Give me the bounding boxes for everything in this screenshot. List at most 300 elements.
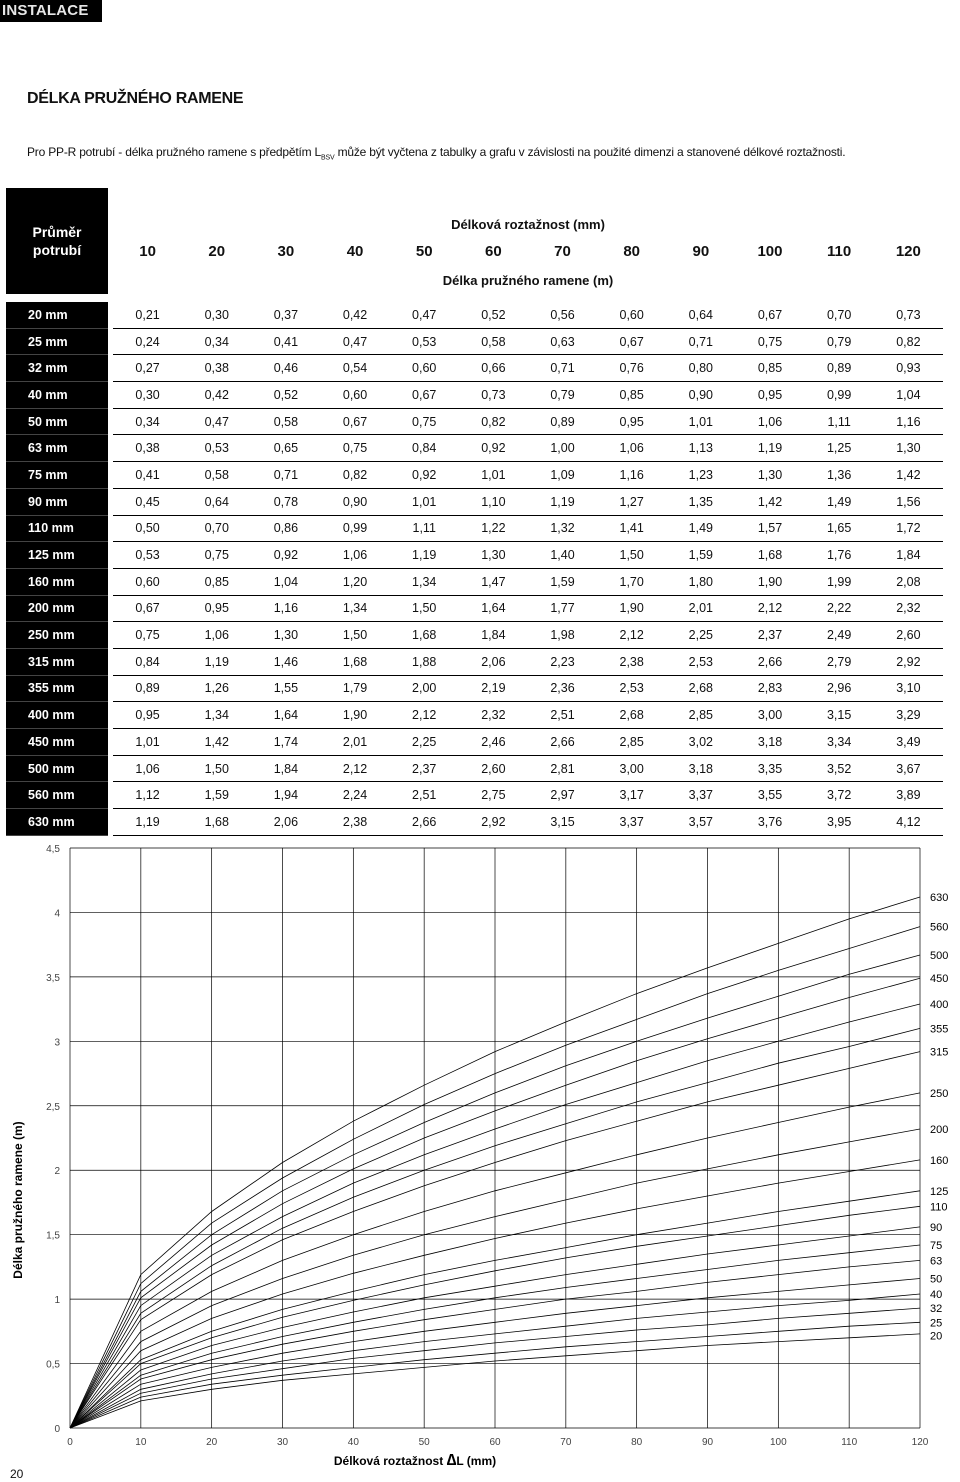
table-cell: 2,66	[528, 729, 597, 756]
table-cell: 0,99	[805, 382, 874, 409]
table-cell: 0,71	[251, 462, 320, 489]
table-cell: 2,36	[528, 675, 597, 702]
table-cell: 1,16	[597, 462, 666, 489]
y-tick-label: 3	[54, 1037, 60, 1049]
table-cell: 0,53	[182, 435, 251, 462]
series-label-250: 250	[930, 1087, 949, 1100]
table-cell: 1,90	[320, 702, 389, 729]
table-cell: 0,52	[251, 382, 320, 409]
table-cell: 1,30	[735, 462, 804, 489]
x-tick-label: 30	[276, 1437, 289, 1448]
table-cell: 1,35	[666, 488, 735, 515]
table-cell: 0,47	[182, 408, 251, 435]
y-tick-label: 4,5	[46, 844, 60, 855]
table-cell: 1,27	[597, 488, 666, 515]
table-cell: 1,00	[528, 435, 597, 462]
column-header: 100	[757, 242, 783, 260]
table-cell: 0,52	[459, 302, 528, 328]
column-header: 120	[895, 242, 921, 260]
table-cell: 0,90	[666, 382, 735, 409]
table-cell: 2,22	[805, 595, 874, 622]
table-cell: 0,89	[528, 408, 597, 435]
table-cell: 2,32	[459, 702, 528, 729]
table-cell: 1,49	[666, 515, 735, 542]
table-row	[6, 302, 943, 328]
intro-subscript: BSV	[321, 154, 335, 162]
row-dimension: 50 mm	[6, 408, 108, 435]
table-cell: 2,12	[390, 702, 459, 729]
table-cell: 1,42	[735, 488, 804, 515]
table-cell: 3,37	[597, 809, 666, 836]
table-cell: 3,00	[735, 702, 804, 729]
table-cell: 0,76	[597, 355, 666, 382]
intro-text-end: může být vyčtena z tabulky a grafu v závislosti na použité dimenzi a stanovené délkové roztažnosti.	[334, 145, 846, 159]
table-cell: 0,24	[113, 328, 182, 355]
table-cell: 2,25	[390, 729, 459, 756]
table-cell: 0,92	[390, 462, 459, 489]
table-cell: 0,75	[182, 542, 251, 569]
table-cell: 0,53	[390, 328, 459, 355]
x-tick-label: 40	[347, 1437, 359, 1448]
column-header: 50	[415, 242, 433, 260]
table-cell: 0,95	[597, 408, 666, 435]
table-cell: 0,53	[113, 542, 182, 569]
table-cell: 0,93	[874, 355, 943, 382]
table-cell: 0,60	[390, 355, 459, 382]
x-axis-title	[334, 1452, 496, 1469]
table-cell: 0,85	[597, 382, 666, 409]
column-header: 10	[139, 242, 156, 260]
column-header: 90	[692, 242, 710, 260]
table-cell: 2,01	[320, 729, 389, 756]
table-cell: 3,15	[528, 809, 597, 836]
row-dimension: 125 mm	[6, 542, 108, 569]
row-dimension: 400 mm	[6, 702, 108, 729]
table-cell: 0,90	[320, 488, 389, 515]
table-cell: 1,49	[805, 488, 874, 515]
table-cell: 1,19	[390, 542, 459, 569]
table-cell: 1,06	[320, 542, 389, 569]
table-row	[6, 755, 943, 782]
table-cell: 0,41	[113, 462, 182, 489]
table-cell: 2,01	[666, 595, 735, 622]
table-cell: 0,71	[666, 328, 735, 355]
table-cell: 0,58	[182, 462, 251, 489]
table-cell: 1,22	[459, 515, 528, 542]
table-cell: 1,04	[874, 382, 943, 409]
table-cell: 1,01	[666, 408, 735, 435]
table-cell: 2,38	[597, 648, 666, 675]
table-cell: 1,99	[805, 568, 874, 595]
table-cell: 0,42	[320, 302, 389, 328]
table-cell: 2,51	[390, 782, 459, 809]
table-cell: 1,11	[390, 515, 459, 542]
table-cell: 1,98	[528, 622, 597, 649]
table-cell: 3,18	[735, 729, 804, 756]
table-cell: 0,47	[390, 302, 459, 328]
table-cell: 2,97	[528, 782, 597, 809]
table-cell: 0,95	[113, 702, 182, 729]
series-label-32: 32	[930, 1303, 943, 1316]
table-cell: 2,53	[597, 675, 666, 702]
table-cell: 1,59	[528, 568, 597, 595]
table-cell: 3,34	[805, 729, 874, 756]
table-cell: 3,52	[805, 755, 874, 782]
table-cell: 2,00	[390, 675, 459, 702]
table-cell: 0,73	[874, 302, 943, 328]
table-row	[6, 435, 943, 462]
table-cell: 3,18	[666, 755, 735, 782]
x-tick-label: 70	[560, 1437, 572, 1448]
row-dimension: 315 mm	[6, 648, 108, 675]
column-header: 70	[554, 242, 571, 260]
table-row	[6, 462, 943, 489]
table-cell: 1,68	[182, 809, 251, 836]
table-cell: 1,74	[251, 729, 320, 756]
table-cell: 1,01	[113, 729, 182, 756]
table-cell: 0,82	[874, 328, 943, 355]
table-cell: 0,79	[805, 328, 874, 355]
y-tick-label: 1	[54, 1295, 60, 1307]
table-cell: 1,11	[805, 408, 874, 435]
table-cell: 0,56	[528, 302, 597, 328]
table-cell: 0,95	[735, 382, 804, 409]
table-row	[6, 328, 943, 355]
table-cell: 1,50	[320, 622, 389, 649]
table-cell: 2,08	[874, 568, 943, 595]
table-cell: 0,75	[735, 328, 804, 355]
table-cell: 0,80	[666, 355, 735, 382]
table-cell: 3,55	[735, 782, 804, 809]
table-cell: 0,99	[320, 515, 389, 542]
row-dimension: 500 mm	[6, 755, 108, 782]
table-cell: 0,37	[251, 302, 320, 328]
table-cell: 1,13	[666, 435, 735, 462]
table-cell: 3,17	[597, 782, 666, 809]
table-cell: 1,79	[320, 675, 389, 702]
table-cell: 1,57	[735, 515, 804, 542]
expansion-header: Délková roztažnost (mm)	[451, 217, 605, 232]
column-header: 20	[208, 242, 226, 260]
y-tick-label: 0	[54, 1424, 60, 1435]
table-row	[6, 675, 943, 702]
x-tick-label: 80	[631, 1437, 643, 1448]
y-tick-label: 3,5	[46, 972, 60, 984]
table-cell: 0,60	[597, 302, 666, 328]
table-cell: 2,23	[528, 648, 597, 675]
table-cell: 0,34	[182, 328, 251, 355]
table-cell: 1,19	[182, 648, 251, 675]
table-cell: 2,83	[735, 675, 804, 702]
table-cell: 0,41	[251, 328, 320, 355]
table-row	[6, 542, 943, 569]
table-cell: 1,59	[666, 542, 735, 569]
x-tick-label: 50	[418, 1437, 430, 1448]
table-cell: 2,25	[666, 622, 735, 649]
table-cell: 1,65	[805, 515, 874, 542]
row-dimension: 630 mm	[6, 809, 108, 836]
series-label-75: 75	[930, 1239, 943, 1252]
table-cell: 3,15	[805, 702, 874, 729]
row-dimension: 20 mm	[6, 302, 108, 328]
series-label-200: 200	[930, 1123, 949, 1136]
row-dimension: 200 mm	[6, 595, 108, 622]
table-cell: 1,32	[528, 515, 597, 542]
table-cell: 1,19	[113, 809, 182, 836]
series-label-560: 560	[930, 921, 949, 934]
x-tick-label: 20	[206, 1437, 218, 1448]
table-cell: 1,10	[459, 488, 528, 515]
table-cell: 1,34	[390, 568, 459, 595]
series-label-315: 315	[930, 1046, 949, 1059]
table-cell: 0,92	[459, 435, 528, 462]
table-cell: 1,01	[459, 462, 528, 489]
table-cell: 3,76	[735, 809, 804, 836]
table-cell: 1,34	[320, 595, 389, 622]
table-row	[6, 568, 943, 595]
table-cell: 3,02	[666, 729, 735, 756]
table-cell: 0,47	[320, 328, 389, 355]
table-cell: 2,68	[666, 675, 735, 702]
section-tag: INSTALACE	[0, 0, 102, 22]
table-row	[6, 595, 943, 622]
table-cell: 3,35	[735, 755, 804, 782]
table-cell: 0,82	[459, 408, 528, 435]
table-cell: 2,53	[666, 648, 735, 675]
table-cell: 0,75	[390, 408, 459, 435]
table-cell: 3,95	[805, 809, 874, 836]
table-cell: 0,67	[597, 328, 666, 355]
table-cell: 1,84	[874, 542, 943, 569]
row-dimension: 40 mm	[6, 382, 108, 409]
table-cell: 1,59	[182, 782, 251, 809]
table-cell: 3,10	[874, 675, 943, 702]
page-number: 20	[10, 1467, 24, 1481]
table-cell: 0,38	[113, 435, 182, 462]
row-dimension: 32 mm	[6, 355, 108, 382]
page-title: DÉLKA PRUŽNÉHO RAMENE	[27, 90, 244, 107]
table-row	[6, 382, 943, 409]
table-cell: 3,49	[874, 729, 943, 756]
table-cell: 1,40	[528, 542, 597, 569]
table-cell: 2,92	[874, 648, 943, 675]
table-cell: 0,63	[528, 328, 597, 355]
column-header: 110	[827, 242, 852, 260]
x-tick-label: 120	[911, 1437, 929, 1448]
row-dimension: 63 mm	[6, 435, 108, 462]
table-cell: 0,34	[113, 408, 182, 435]
table-cell: 3,00	[597, 755, 666, 782]
table-cell: 2,66	[735, 648, 804, 675]
table-cell: 0,95	[182, 595, 251, 622]
table-cell: 1,70	[597, 568, 666, 595]
y-tick-label: 2	[54, 1166, 60, 1178]
table-cell: 2,60	[459, 755, 528, 782]
column-header: 60	[485, 242, 502, 260]
intro-text-start: Pro PP-R potrubí - délka pružného ramene s předpětím L	[27, 145, 322, 159]
table-row	[6, 702, 943, 729]
table-cell: 1,34	[182, 702, 251, 729]
dim-header	[6, 188, 108, 294]
table-row	[6, 408, 943, 435]
y-axis-title: Délka pružného ramene (m)	[11, 1121, 25, 1279]
table-cell: 1,06	[735, 408, 804, 435]
table-cell: 1,68	[390, 622, 459, 649]
table-cell: 0,58	[251, 408, 320, 435]
table-cell: 1,80	[666, 568, 735, 595]
x-axis-title-text: Délková roztažnost	[333, 1454, 447, 1468]
table-cell: 2,60	[874, 622, 943, 649]
row-dimension: 250 mm	[6, 622, 108, 649]
table-cell: 1,50	[182, 755, 251, 782]
series-label-90: 90	[930, 1221, 943, 1234]
row-dimension: 160 mm	[6, 568, 108, 595]
table-cell: 1,30	[459, 542, 528, 569]
table-cell: 2,75	[459, 782, 528, 809]
table-cell: 2,37	[390, 755, 459, 782]
y-tick-label: 0,5	[46, 1359, 60, 1371]
y-tick-label: 1,5	[46, 1230, 60, 1242]
table-cell: 0,71	[528, 355, 597, 382]
row-dimension: 355 mm	[6, 675, 108, 702]
x-tick-label: 10	[135, 1437, 147, 1448]
x-tick-label: 100	[769, 1437, 787, 1448]
series-label-20: 20	[930, 1330, 943, 1343]
y-tick-label: 2,5	[46, 1101, 60, 1113]
table-cell: 2,49	[805, 622, 874, 649]
table-cell: 1,68	[320, 648, 389, 675]
table-cell: 3,72	[805, 782, 874, 809]
table-cell: 0,46	[251, 355, 320, 382]
table-row	[6, 515, 943, 542]
table-cell: 1,77	[528, 595, 597, 622]
table-cell: 1,41	[597, 515, 666, 542]
table-cell: 2,12	[320, 755, 389, 782]
table-cell: 0,75	[113, 622, 182, 649]
table-cell: 0,86	[251, 515, 320, 542]
table-cell: 1,06	[182, 622, 251, 649]
table-cell: 1,68	[735, 542, 804, 569]
table-cell: 0,64	[182, 488, 251, 515]
table-cell: 1,01	[390, 488, 459, 515]
table-cell: 0,67	[320, 408, 389, 435]
table-cell: 2,12	[735, 595, 804, 622]
table-cell: 1,64	[251, 702, 320, 729]
table-cell: 2,46	[459, 729, 528, 756]
table-cell: 0,50	[113, 515, 182, 542]
table-cell: 0,38	[182, 355, 251, 382]
table-cell: 2,38	[320, 809, 389, 836]
table-cell: 2,24	[320, 782, 389, 809]
table-cell: 4,12	[874, 809, 943, 836]
table-cell: 0,73	[459, 382, 528, 409]
table-cell: 1,16	[874, 408, 943, 435]
table-cell: 1,55	[251, 675, 320, 702]
table-cell: 0,30	[113, 382, 182, 409]
series-label-40: 40	[930, 1288, 943, 1301]
series-label-160: 160	[930, 1154, 949, 1167]
table-cell: 1,42	[874, 462, 943, 489]
table-cell: 0,85	[182, 568, 251, 595]
length-header: Délka pružného ramene (m)	[442, 272, 614, 288]
row-dimension: 75 mm	[6, 462, 108, 489]
table-cell: 0,70	[182, 515, 251, 542]
table-cell: 1,06	[113, 755, 182, 782]
table-cell: 2,96	[805, 675, 874, 702]
x-tick-label: 110	[841, 1437, 858, 1448]
table-cell: 0,60	[113, 568, 182, 595]
table-cell: 1,19	[528, 488, 597, 515]
table-cell: 1,84	[459, 622, 528, 649]
table-cell: 0,79	[528, 382, 597, 409]
table-cell: 0,65	[251, 435, 320, 462]
table-cell: 2,06	[459, 648, 528, 675]
table-cell: 2,85	[666, 702, 735, 729]
table-cell: 3,67	[874, 755, 943, 782]
table-cell: 1,84	[251, 755, 320, 782]
table-cell: 1,16	[251, 595, 320, 622]
table-cell: 3,89	[874, 782, 943, 809]
table-cell: 0,45	[113, 488, 182, 515]
expansion-chart	[0, 830, 960, 1470]
series-label-25: 25	[930, 1317, 943, 1330]
table-cell: 3,29	[874, 702, 943, 729]
row-dimension: 110 mm	[6, 515, 108, 542]
table-cell: 2,51	[528, 702, 597, 729]
table-cell: 0,89	[805, 355, 874, 382]
table-cell: 0,27	[113, 355, 182, 382]
series-label-50: 50	[930, 1273, 943, 1286]
x-tick-label: 90	[701, 1437, 714, 1448]
table-cell: 0,58	[459, 328, 528, 355]
table-cell: 0,82	[320, 462, 389, 489]
table-cell: 1,06	[597, 435, 666, 462]
table-cell: 1,25	[805, 435, 874, 462]
series-label-125: 125	[930, 1185, 949, 1198]
table-cell: 2,92	[459, 809, 528, 836]
table-cell: 3,57	[666, 809, 735, 836]
table-cell: 0,66	[459, 355, 528, 382]
intro-text	[27, 145, 845, 161]
delta-symbol: ∆	[446, 1452, 457, 1469]
table-cell: 0,54	[320, 355, 389, 382]
table-cell: 2,37	[735, 622, 804, 649]
table-row	[6, 729, 943, 756]
x-tick-label: 0	[67, 1437, 73, 1448]
table-cell: 2,85	[597, 729, 666, 756]
row-dimension: 560 mm	[6, 782, 108, 809]
dim-header-line1: Průměr	[32, 224, 82, 240]
table-row	[6, 488, 943, 515]
table-cell: 2,32	[874, 595, 943, 622]
table-cell: 1,46	[251, 648, 320, 675]
row-dimension: 450 mm	[6, 729, 108, 756]
table-cell: 0,89	[113, 675, 182, 702]
table-cell: 1,72	[874, 515, 943, 542]
table-row	[6, 648, 943, 675]
table-cell: 1,30	[251, 622, 320, 649]
table-row	[6, 355, 943, 382]
table-cell: 1,56	[874, 488, 943, 515]
series-label-400: 400	[930, 998, 949, 1011]
table-cell: 0,64	[666, 302, 735, 328]
table-cell: 1,23	[666, 462, 735, 489]
table-cell: 0,21	[113, 302, 182, 328]
table-cell: 1,90	[597, 595, 666, 622]
table-cell: 0,30	[182, 302, 251, 328]
table-cell: 1,09	[528, 462, 597, 489]
x-axis-title-unit: L (mm)	[456, 1454, 497, 1468]
